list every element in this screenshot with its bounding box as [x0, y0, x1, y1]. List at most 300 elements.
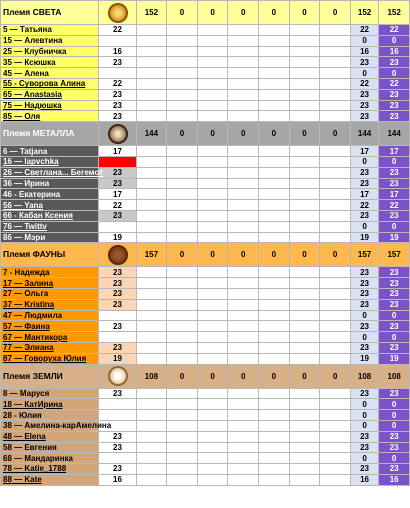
member-round-cell[interactable] — [167, 342, 198, 353]
member-final-cell[interactable]: 23 — [379, 299, 410, 310]
member-round-cell[interactable] — [289, 474, 320, 485]
member-name-cell[interactable]: 36 — Ирина — [1, 178, 99, 189]
member-final-cell[interactable]: 23 — [379, 178, 410, 189]
member-points-cell[interactable] — [99, 221, 136, 232]
member-round-cell[interactable] — [259, 388, 290, 399]
member-round-cell[interactable] — [289, 178, 320, 189]
member-round-cell[interactable] — [320, 89, 351, 100]
member-final-cell[interactable]: 23 — [379, 167, 410, 178]
member-row[interactable] — [1, 189, 410, 200]
member-round-cell[interactable] — [167, 399, 198, 410]
member-round-cell[interactable] — [320, 232, 351, 243]
member-round-cell[interactable] — [289, 232, 320, 243]
member-round-cell[interactable] — [167, 78, 198, 89]
member-round-cell[interactable] — [136, 321, 167, 332]
member-round-cell[interactable] — [197, 89, 228, 100]
member-round-cell[interactable] — [320, 288, 351, 299]
member-round-cell[interactable] — [197, 232, 228, 243]
member-final-cell[interactable]: 0 — [379, 310, 410, 321]
tribe-round-cell[interactable]: 0 — [320, 122, 351, 146]
member-total-cell[interactable]: 23 — [350, 167, 378, 178]
tribe-total-cell[interactable]: 144 — [350, 122, 378, 146]
member-total-cell[interactable]: 19 — [350, 353, 378, 364]
member-round-cell[interactable] — [197, 442, 228, 453]
member-round-cell[interactable] — [228, 267, 259, 278]
member-round-cell[interactable] — [228, 474, 259, 485]
member-total-cell[interactable]: 23 — [350, 442, 378, 453]
member-round-cell[interactable] — [197, 278, 228, 289]
member-round-cell[interactable] — [136, 57, 167, 68]
member-round-cell[interactable] — [167, 420, 198, 431]
member-round-cell[interactable] — [167, 310, 198, 321]
member-round-cell[interactable] — [289, 310, 320, 321]
member-round-cell[interactable] — [197, 78, 228, 89]
member-name-cell[interactable]: 18 — КатИрина — [1, 399, 99, 410]
member-total-cell[interactable]: 0 — [350, 332, 378, 343]
member-round-cell[interactable] — [197, 46, 228, 57]
member-final-cell[interactable]: 23 — [379, 388, 410, 399]
member-points-cell[interactable]: 19 — [99, 353, 136, 364]
member-round-cell[interactable] — [167, 321, 198, 332]
member-round-cell[interactable] — [228, 78, 259, 89]
member-points-cell[interactable] — [99, 35, 136, 46]
member-round-cell[interactable] — [320, 68, 351, 79]
member-name-cell[interactable]: 86 — Мэри — [1, 232, 99, 243]
tribe-round-cell[interactable]: 0 — [320, 364, 351, 388]
member-round-cell[interactable] — [228, 25, 259, 36]
tribe-round-cell[interactable]: 0 — [167, 364, 198, 388]
tribe-round-cell[interactable]: 0 — [167, 122, 198, 146]
member-round-cell[interactable] — [320, 267, 351, 278]
member-name-cell[interactable]: 26 — Светлана... Бегемот — [1, 167, 99, 178]
member-round-cell[interactable] — [259, 299, 290, 310]
member-row[interactable] — [1, 299, 410, 310]
member-total-cell[interactable]: 23 — [350, 388, 378, 399]
member-round-cell[interactable] — [136, 342, 167, 353]
member-round-cell[interactable] — [259, 210, 290, 221]
member-round-cell[interactable] — [289, 89, 320, 100]
member-total-cell[interactable]: 0 — [350, 35, 378, 46]
member-round-cell[interactable] — [320, 146, 351, 157]
member-points-cell[interactable]: 16 — [99, 46, 136, 57]
member-total-cell[interactable]: 22 — [350, 200, 378, 211]
member-round-cell[interactable] — [228, 431, 259, 442]
member-round-cell[interactable] — [167, 89, 198, 100]
member-round-cell[interactable] — [259, 156, 290, 167]
member-total-cell[interactable]: 23 — [350, 111, 378, 122]
member-round-cell[interactable] — [289, 464, 320, 475]
member-round-cell[interactable] — [320, 353, 351, 364]
member-round-cell[interactable] — [167, 57, 198, 68]
member-final-cell[interactable]: 0 — [379, 399, 410, 410]
member-final-cell[interactable]: 19 — [379, 353, 410, 364]
member-row[interactable] — [1, 453, 410, 464]
tribe-round-cell[interactable]: 0 — [289, 364, 320, 388]
member-round-cell[interactable] — [259, 100, 290, 111]
member-final-cell[interactable]: 23 — [379, 342, 410, 353]
member-round-cell[interactable] — [136, 464, 167, 475]
member-row[interactable] — [1, 89, 410, 100]
member-round-cell[interactable] — [136, 310, 167, 321]
member-points-cell[interactable] — [99, 68, 136, 79]
member-round-cell[interactable] — [320, 278, 351, 289]
member-round-cell[interactable] — [136, 35, 167, 46]
member-round-cell[interactable] — [259, 25, 290, 36]
member-round-cell[interactable] — [136, 299, 167, 310]
member-name-cell[interactable]: 27 — Ольга — [1, 288, 99, 299]
member-round-cell[interactable] — [259, 167, 290, 178]
member-total-cell[interactable]: 0 — [350, 399, 378, 410]
member-round-cell[interactable] — [228, 189, 259, 200]
member-total-cell[interactable]: 0 — [350, 156, 378, 167]
member-round-cell[interactable] — [167, 288, 198, 299]
tribe-round-cell[interactable]: 0 — [197, 122, 228, 146]
member-points-cell[interactable]: 23 — [99, 321, 136, 332]
member-round-cell[interactable] — [197, 464, 228, 475]
member-round-cell[interactable] — [320, 46, 351, 57]
member-points-cell[interactable] — [99, 156, 136, 167]
member-name-cell[interactable]: 47 — Людмила — [1, 310, 99, 321]
member-round-cell[interactable] — [259, 410, 290, 421]
tribe-score-cell[interactable]: 152 — [136, 1, 167, 25]
member-points-cell[interactable]: 23 — [99, 388, 136, 399]
member-total-cell[interactable]: 0 — [350, 310, 378, 321]
member-row[interactable] — [1, 78, 410, 89]
member-round-cell[interactable] — [197, 221, 228, 232]
member-total-cell[interactable]: 0 — [350, 410, 378, 421]
member-points-cell[interactable]: 16 — [99, 474, 136, 485]
member-round-cell[interactable] — [228, 342, 259, 353]
member-round-cell[interactable] — [167, 111, 198, 122]
member-round-cell[interactable] — [136, 146, 167, 157]
member-points-cell[interactable] — [99, 410, 136, 421]
member-points-cell[interactable]: 23 — [99, 299, 136, 310]
member-round-cell[interactable] — [136, 420, 167, 431]
member-round-cell[interactable] — [259, 321, 290, 332]
member-round-cell[interactable] — [136, 288, 167, 299]
member-row[interactable] — [1, 111, 410, 122]
member-round-cell[interactable] — [136, 210, 167, 221]
member-round-cell[interactable] — [259, 57, 290, 68]
member-points-cell[interactable]: 23 — [99, 210, 136, 221]
member-round-cell[interactable] — [167, 189, 198, 200]
member-points-cell[interactable]: 23 — [99, 57, 136, 68]
member-round-cell[interactable] — [289, 111, 320, 122]
member-round-cell[interactable] — [167, 210, 198, 221]
member-name-cell[interactable]: 66 - Кабан Ксения — [1, 210, 99, 221]
member-round-cell[interactable] — [228, 388, 259, 399]
member-round-cell[interactable] — [289, 189, 320, 200]
member-round-cell[interactable] — [136, 431, 167, 442]
member-total-cell[interactable]: 0 — [350, 68, 378, 79]
tribe-header-row[interactable] — [1, 243, 410, 267]
member-final-cell[interactable]: 0 — [379, 68, 410, 79]
member-row[interactable] — [1, 232, 410, 243]
member-final-cell[interactable]: 17 — [379, 189, 410, 200]
member-round-cell[interactable] — [136, 68, 167, 79]
member-name-cell[interactable]: 76 — Twittv — [1, 221, 99, 232]
member-round-cell[interactable] — [320, 332, 351, 343]
member-round-cell[interactable] — [228, 221, 259, 232]
member-round-cell[interactable] — [259, 267, 290, 278]
member-round-cell[interactable] — [289, 100, 320, 111]
member-name-cell[interactable]: 6 — Tatjana — [1, 146, 99, 157]
member-final-cell[interactable]: 16 — [379, 46, 410, 57]
member-points-cell[interactable]: 23 — [99, 267, 136, 278]
member-round-cell[interactable] — [228, 111, 259, 122]
member-total-cell[interactable]: 23 — [350, 100, 378, 111]
member-round-cell[interactable] — [197, 388, 228, 399]
tribe-score-cell[interactable]: 144 — [136, 122, 167, 146]
member-round-cell[interactable] — [167, 431, 198, 442]
member-round-cell[interactable] — [320, 342, 351, 353]
member-final-cell[interactable]: 0 — [379, 221, 410, 232]
member-final-cell[interactable]: 23 — [379, 267, 410, 278]
member-round-cell[interactable] — [289, 25, 320, 36]
member-name-cell[interactable]: 5 — Татьяна — [1, 25, 99, 36]
member-name-cell[interactable]: 48 — Elena — [1, 431, 99, 442]
tribe-name-cell[interactable]: Племя МЕТАЛЛА — [1, 122, 99, 146]
member-row[interactable] — [1, 410, 410, 421]
tribe-header-row[interactable] — [1, 1, 410, 25]
member-final-cell[interactable]: 22 — [379, 25, 410, 36]
member-round-cell[interactable] — [259, 453, 290, 464]
member-round-cell[interactable] — [167, 474, 198, 485]
member-round-cell[interactable] — [197, 342, 228, 353]
member-round-cell[interactable] — [289, 267, 320, 278]
member-round-cell[interactable] — [320, 310, 351, 321]
member-round-cell[interactable] — [289, 442, 320, 453]
tribe-round-cell[interactable]: 0 — [197, 364, 228, 388]
tribe-round-cell[interactable]: 0 — [259, 243, 290, 267]
member-round-cell[interactable] — [259, 464, 290, 475]
member-round-cell[interactable] — [228, 232, 259, 243]
member-round-cell[interactable] — [320, 57, 351, 68]
member-name-cell[interactable]: 87 — Говоруха Юлия — [1, 353, 99, 364]
member-row[interactable] — [1, 46, 410, 57]
member-round-cell[interactable] — [289, 68, 320, 79]
member-round-cell[interactable] — [197, 146, 228, 157]
member-round-cell[interactable] — [167, 332, 198, 343]
tribe-round-cell[interactable]: 0 — [228, 122, 259, 146]
member-round-cell[interactable] — [197, 68, 228, 79]
member-round-cell[interactable] — [167, 299, 198, 310]
member-round-cell[interactable] — [228, 57, 259, 68]
member-round-cell[interactable] — [289, 57, 320, 68]
member-round-cell[interactable] — [320, 464, 351, 475]
member-row[interactable] — [1, 464, 410, 475]
member-points-cell[interactable]: 22 — [99, 200, 136, 211]
member-points-cell[interactable]: 23 — [99, 111, 136, 122]
member-round-cell[interactable] — [228, 332, 259, 343]
member-final-cell[interactable]: 23 — [379, 278, 410, 289]
member-points-cell[interactable]: 23 — [99, 442, 136, 453]
member-round-cell[interactable] — [136, 167, 167, 178]
member-row[interactable] — [1, 321, 410, 332]
member-round-cell[interactable] — [136, 221, 167, 232]
tribe-final-cell[interactable]: 157 — [379, 243, 410, 267]
member-round-cell[interactable] — [289, 221, 320, 232]
member-round-cell[interactable] — [136, 100, 167, 111]
member-round-cell[interactable] — [320, 189, 351, 200]
member-round-cell[interactable] — [136, 25, 167, 36]
member-row[interactable] — [1, 278, 410, 289]
member-total-cell[interactable]: 0 — [350, 453, 378, 464]
tribe-total-cell[interactable]: 152 — [350, 1, 378, 25]
member-round-cell[interactable] — [197, 267, 228, 278]
member-round-cell[interactable] — [259, 46, 290, 57]
member-round-cell[interactable] — [259, 189, 290, 200]
member-round-cell[interactable] — [228, 100, 259, 111]
member-round-cell[interactable] — [228, 89, 259, 100]
member-total-cell[interactable]: 17 — [350, 189, 378, 200]
member-name-cell[interactable]: 28 - Юлия — [1, 410, 99, 421]
member-round-cell[interactable] — [228, 146, 259, 157]
tribe-round-cell[interactable]: 0 — [228, 364, 259, 388]
member-round-cell[interactable] — [228, 200, 259, 211]
member-points-cell[interactable]: 23 — [99, 89, 136, 100]
member-points-cell[interactable]: 23 — [99, 100, 136, 111]
member-round-cell[interactable] — [197, 167, 228, 178]
member-round-cell[interactable] — [320, 167, 351, 178]
member-round-cell[interactable] — [136, 46, 167, 57]
tribe-score-cell[interactable]: 108 — [136, 364, 167, 388]
member-round-cell[interactable] — [320, 388, 351, 399]
member-round-cell[interactable] — [136, 353, 167, 364]
member-row[interactable] — [1, 332, 410, 343]
member-round-cell[interactable] — [259, 111, 290, 122]
member-round-cell[interactable] — [197, 57, 228, 68]
member-round-cell[interactable] — [289, 46, 320, 57]
member-row[interactable] — [1, 353, 410, 364]
member-row[interactable] — [1, 442, 410, 453]
member-points-cell[interactable]: 23 — [99, 464, 136, 475]
tribe-header-row[interactable] — [1, 122, 410, 146]
member-final-cell[interactable]: 0 — [379, 35, 410, 46]
member-round-cell[interactable] — [320, 200, 351, 211]
member-points-cell[interactable]: 22 — [99, 78, 136, 89]
tribe-round-cell[interactable]: 0 — [259, 122, 290, 146]
member-round-cell[interactable] — [197, 189, 228, 200]
member-round-cell[interactable] — [197, 288, 228, 299]
member-name-cell[interactable]: 75 — Надюшка — [1, 100, 99, 111]
member-row[interactable] — [1, 146, 410, 157]
member-name-cell[interactable]: 45 — Алена — [1, 68, 99, 79]
member-round-cell[interactable] — [228, 156, 259, 167]
member-round-cell[interactable] — [289, 210, 320, 221]
member-round-cell[interactable] — [136, 453, 167, 464]
tribe-round-cell[interactable]: 0 — [228, 243, 259, 267]
tribe-header-row[interactable] — [1, 364, 410, 388]
member-final-cell[interactable]: 23 — [379, 288, 410, 299]
member-final-cell[interactable]: 23 — [379, 100, 410, 111]
tribe-total-cell[interactable]: 157 — [350, 243, 378, 267]
member-round-cell[interactable] — [167, 442, 198, 453]
member-round-cell[interactable] — [289, 420, 320, 431]
member-round-cell[interactable] — [136, 78, 167, 89]
member-total-cell[interactable]: 23 — [350, 321, 378, 332]
member-name-cell[interactable]: 7 - Надежда — [1, 267, 99, 278]
member-row[interactable] — [1, 210, 410, 221]
tribe-score-cell[interactable]: 157 — [136, 243, 167, 267]
member-points-cell[interactable]: 23 — [99, 278, 136, 289]
tribe-round-cell[interactable]: 0 — [259, 1, 290, 25]
member-total-cell[interactable]: 17 — [350, 146, 378, 157]
tribe-round-cell[interactable]: 0 — [197, 1, 228, 25]
member-round-cell[interactable] — [197, 35, 228, 46]
member-final-cell[interactable]: 22 — [379, 78, 410, 89]
member-round-cell[interactable] — [289, 278, 320, 289]
member-round-cell[interactable] — [197, 399, 228, 410]
member-row[interactable] — [1, 156, 410, 167]
member-round-cell[interactable] — [228, 321, 259, 332]
member-round-cell[interactable] — [136, 474, 167, 485]
member-points-cell[interactable] — [99, 310, 136, 321]
member-round-cell[interactable] — [259, 342, 290, 353]
member-total-cell[interactable]: 23 — [350, 178, 378, 189]
member-row[interactable] — [1, 388, 410, 399]
member-total-cell[interactable]: 0 — [350, 221, 378, 232]
member-round-cell[interactable] — [197, 310, 228, 321]
member-round-cell[interactable] — [136, 332, 167, 343]
member-name-cell[interactable]: 78 — Katie_1788 — [1, 464, 99, 475]
tribe-round-cell[interactable]: 0 — [289, 1, 320, 25]
member-round-cell[interactable] — [289, 431, 320, 442]
member-round-cell[interactable] — [320, 399, 351, 410]
member-points-cell[interactable]: 23 — [99, 342, 136, 353]
tribe-name-cell[interactable]: Племя СВЕТА — [1, 1, 99, 25]
member-round-cell[interactable] — [320, 321, 351, 332]
member-round-cell[interactable] — [289, 353, 320, 364]
member-final-cell[interactable]: 23 — [379, 57, 410, 68]
member-round-cell[interactable] — [259, 178, 290, 189]
member-row[interactable] — [1, 178, 410, 189]
member-round-cell[interactable] — [259, 68, 290, 79]
member-round-cell[interactable] — [259, 420, 290, 431]
member-round-cell[interactable] — [289, 399, 320, 410]
member-round-cell[interactable] — [167, 232, 198, 243]
member-round-cell[interactable] — [197, 156, 228, 167]
member-round-cell[interactable] — [289, 453, 320, 464]
member-final-cell[interactable]: 23 — [379, 431, 410, 442]
member-round-cell[interactable] — [136, 89, 167, 100]
member-final-cell[interactable]: 16 — [379, 474, 410, 485]
member-round-cell[interactable] — [259, 474, 290, 485]
member-round-cell[interactable] — [197, 353, 228, 364]
member-round-cell[interactable] — [289, 146, 320, 157]
member-row[interactable] — [1, 167, 410, 178]
member-total-cell[interactable]: 16 — [350, 46, 378, 57]
tribe-final-cell[interactable]: 144 — [379, 122, 410, 146]
member-row[interactable] — [1, 420, 410, 431]
member-row[interactable] — [1, 200, 410, 211]
member-round-cell[interactable] — [197, 321, 228, 332]
member-round-cell[interactable] — [259, 399, 290, 410]
member-total-cell[interactable]: 23 — [350, 464, 378, 475]
member-name-cell[interactable]: 38 — Амелина-карАмелина — [1, 420, 99, 431]
member-round-cell[interactable] — [167, 200, 198, 211]
member-points-cell[interactable] — [99, 453, 136, 464]
member-round-cell[interactable] — [136, 156, 167, 167]
member-round-cell[interactable] — [259, 35, 290, 46]
member-final-cell[interactable]: 23 — [379, 442, 410, 453]
member-round-cell[interactable] — [197, 474, 228, 485]
member-row[interactable] — [1, 342, 410, 353]
member-round-cell[interactable] — [136, 178, 167, 189]
member-name-cell[interactable]: 25 — Клубничка — [1, 46, 99, 57]
member-round-cell[interactable] — [289, 288, 320, 299]
member-name-cell[interactable]: 85 — Оля — [1, 111, 99, 122]
